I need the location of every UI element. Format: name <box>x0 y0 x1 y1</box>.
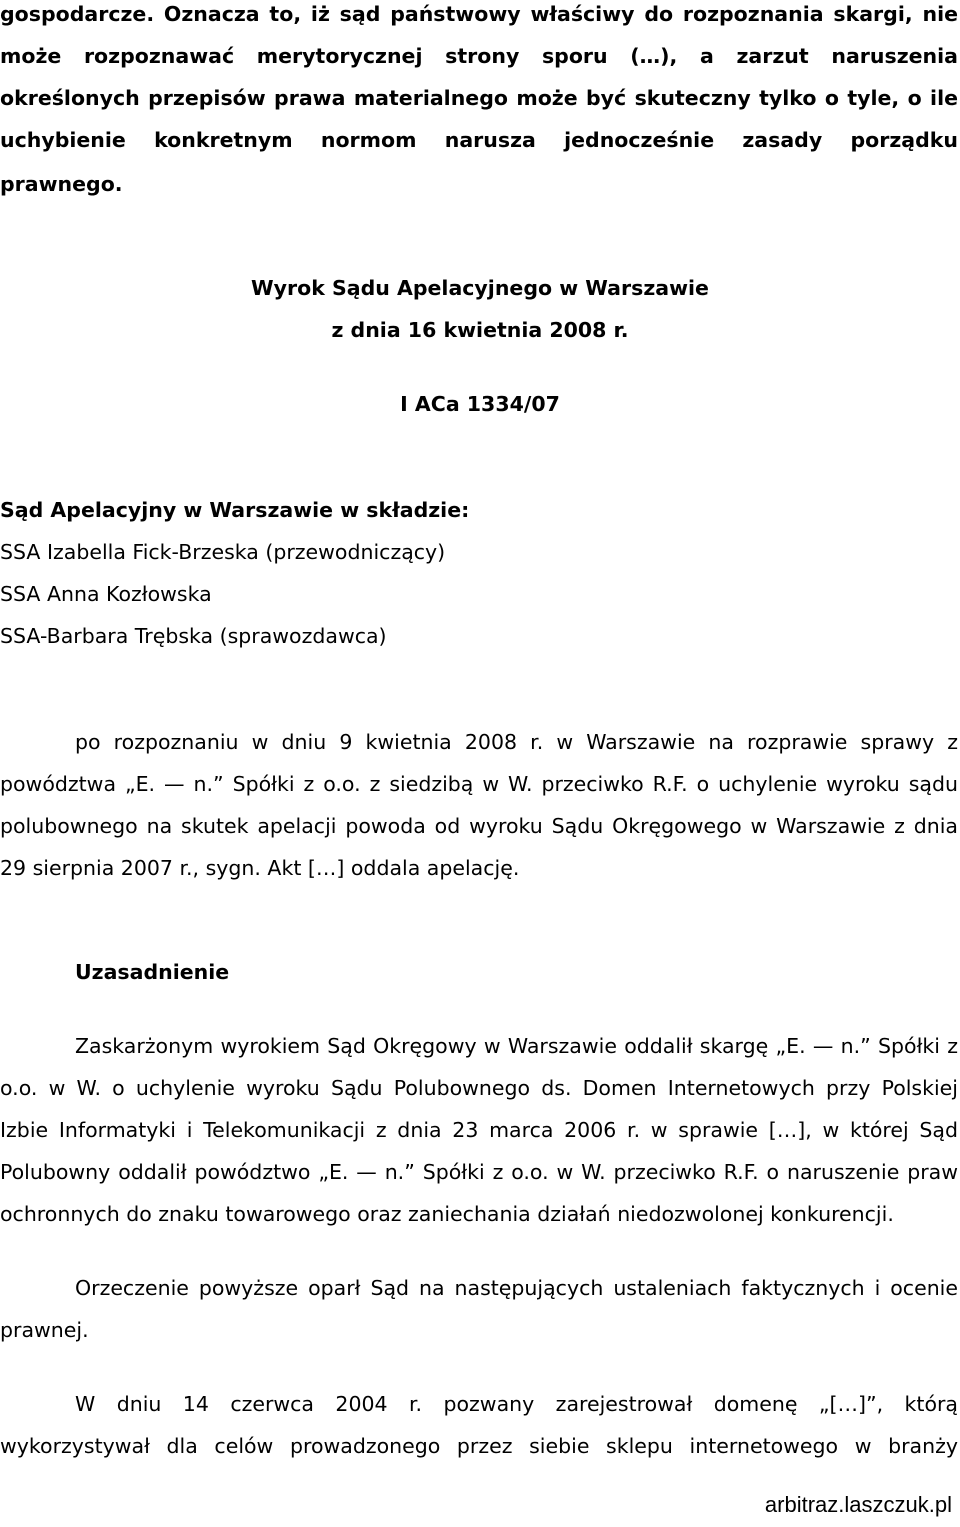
paragraph-line: prawnej. <box>0 1318 89 1342</box>
judgment-date: z dnia 16 kwietnia 2008 r. <box>331 318 629 342</box>
paragraph-line: Polubowny oddalił powództwo „E. — n.” Spółki z o.o. w W. przeciwko R.F. o naruszenie praw <box>0 1160 958 1184</box>
paragraph-line: W dniu 14 czerwca 2004 r. pozwany zarejestrował domenę „[…]”, którą <box>75 1392 958 1416</box>
panel-member: SSA Anna Kozłowska <box>0 582 212 606</box>
ruling-line: polubownego na skutek apelacji powoda od wyroku Sądu Okręgowego w Warszawie z dnia <box>0 814 958 838</box>
paragraph-line: Zaskarżonym wyrokiem Sąd Okręgowy w Warszawie oddalił skargę „E. — n.” Spółki z <box>75 1034 958 1058</box>
ruling-line: po rozpoznaniu w dniu 9 kwietnia 2008 r. w Warszawie na rozprawie sprawy z <box>75 730 958 754</box>
panel-member: SSA-Barbara Trębska (sprawozdawca) <box>0 624 387 648</box>
judgment-title: Wyrok Sądu Apelacyjnego w Warszawie <box>251 276 709 300</box>
paragraph-line: o.o. w W. o uchylenie wyroku Sądu Polubownego ds. Domen Internetowych przy Polskiej <box>0 1076 958 1100</box>
intro-line: prawnego. <box>0 172 123 196</box>
panel-title: Sąd Apelacyjny w Warszawie w składzie: <box>0 498 470 522</box>
paragraph-line: Orzeczenie powyższe oparł Sąd na następujących ustaleniach faktycznych i ocenie <box>75 1276 958 1300</box>
intro-line: określonych przepisów prawa materialnego może być skuteczny tylko o tyle, o ile <box>0 86 958 110</box>
panel-member: SSA Izabella Fick-Brzeska (przewodniczący) <box>0 540 446 564</box>
paragraph-line: Izbie Informatyki i Telekomunikacji z dnia 23 marca 2006 r. w sprawie […], w której Sąd <box>0 1118 958 1142</box>
intro-line: gospodarcze. Oznacza to, iż sąd państwowy właściwy do rozpoznania skargi, nie <box>0 2 958 26</box>
ruling-line: 29 sierpnia 2007 r., sygn. Akt […] oddala apelację. <box>0 856 520 880</box>
ruling-line: powództwa „E. — n.” Spółki z o.o. z siedzibą w W. przeciwko R.F. o uchylenie wyroku sądu <box>0 772 958 796</box>
intro-line: może rozpoznawać merytorycznej strony sporu (…), a zarzut naruszenia <box>0 44 958 68</box>
paragraph-line: wykorzystywał dla celów prowadzonego przez siebie sklepu internetowego w branży <box>0 1434 958 1458</box>
intro-line: uchybienie konkretnym normom narusza jednocześnie zasady porządku <box>0 128 958 152</box>
source-url: arbitraz.laszczuk.pl <box>764 1492 952 1517</box>
paragraph-line: ochronnych do znaku towarowego oraz zaniechania działań niedozwolonej konkurencji. <box>0 1202 894 1226</box>
justification-title: Uzasadnienie <box>75 960 230 984</box>
case-signature: I ACa 1334/07 <box>400 392 560 416</box>
